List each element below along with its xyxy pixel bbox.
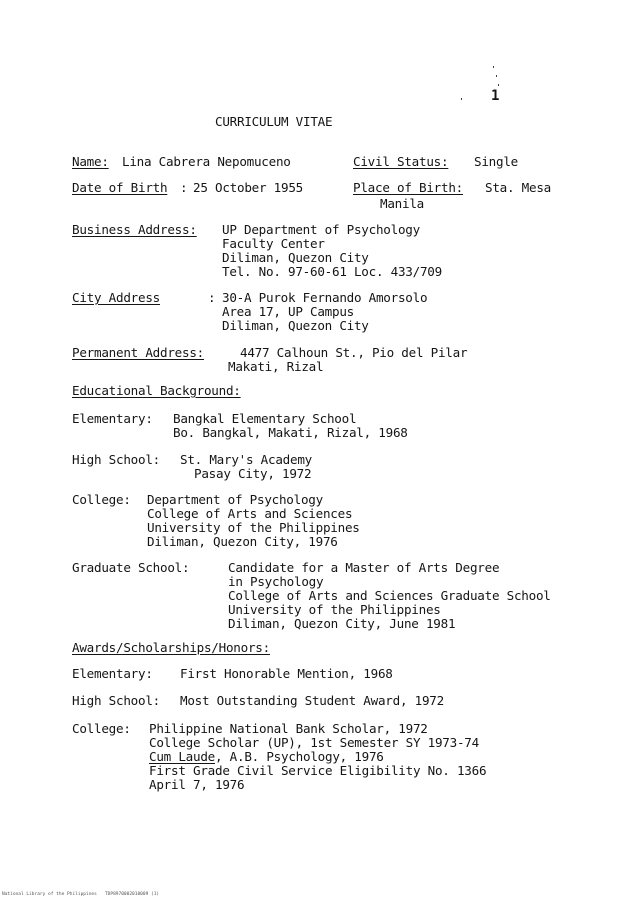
name-label: Name: xyxy=(72,154,109,169)
awards-college-line: First Grade Civil Service Eligibility No. 1366 xyxy=(149,763,487,778)
education-elementary-line: Bo. Bangkal, Makati, Rizal, 1968 xyxy=(173,425,408,440)
dob-value: 25 October 1955 xyxy=(193,180,303,195)
education-college-label: College: xyxy=(72,492,131,507)
awards-heading: Awards/Scholarships/Honors: xyxy=(72,640,270,655)
business-address-line: UP Department of Psychology xyxy=(222,222,420,237)
scan-speck xyxy=(461,98,462,100)
awards-college-line: April 7, 1976 xyxy=(149,777,245,792)
education-graduate-line: Candidate for a Master of Arts Degree xyxy=(228,560,500,575)
awards-elementary-value: First Honorable Mention, 1968 xyxy=(180,666,393,681)
education-elementary-line: Bangkal Elementary School xyxy=(173,411,357,426)
awards-college-line xyxy=(149,750,384,764)
dob-separator: : xyxy=(180,180,188,195)
education-college-line: University of the Philippines xyxy=(147,520,360,535)
city-address-line: Area 17, UP Campus xyxy=(222,304,354,319)
awards-college-line: College Scholar (UP), 1st Semester SY 1973-74 xyxy=(149,735,479,750)
city-address-label: City Address xyxy=(72,290,160,305)
civil-status-label: Civil Status: xyxy=(353,154,449,169)
education-graduate-label: Graduate School: xyxy=(72,560,190,575)
city-address-line: Diliman, Quezon City xyxy=(222,318,369,333)
cum-laude-text: Cum Laude xyxy=(149,749,215,764)
pob-value-line1: Sta. Mesa xyxy=(485,180,551,195)
civil-status-value: Single xyxy=(474,154,518,169)
page-number: 1 xyxy=(491,88,500,104)
cum-laude-rest: , A.B. Psychology, 1976 xyxy=(215,749,384,764)
business-address-line: Diliman, Quezon City xyxy=(222,250,369,265)
education-highschool-label: High School: xyxy=(72,452,160,467)
education-highschool-line: St. Mary's Academy xyxy=(180,452,312,467)
city-address-line: 30-A Purok Fernando Amorsolo xyxy=(222,290,428,305)
permanent-address-line: 4477 Calhoun St., Pio del Pilar xyxy=(240,345,468,360)
awards-elementary-label: Elementary: xyxy=(72,666,153,681)
education-graduate-line: in Psychology xyxy=(228,574,324,589)
awards-college-label: College: xyxy=(72,721,131,736)
archive-footer: National Library of the Philippines TDP8970002010009 (1) xyxy=(2,892,160,897)
document-title: CURRICULUM VITAE xyxy=(215,114,333,129)
awards-highschool-value: Most Outstanding Student Award, 1972 xyxy=(180,693,444,708)
permanent-address-line: Makati, Rizal xyxy=(228,359,324,374)
city-address-separator: : xyxy=(208,290,216,305)
pob-value-line2: Manila xyxy=(380,196,424,211)
education-college-line: Department of Psychology xyxy=(147,492,323,507)
education-heading: Educational Background: xyxy=(72,383,241,398)
dob-label: Date of Birth xyxy=(72,180,168,195)
business-address-line: Faculty Center xyxy=(222,236,325,251)
education-highschool-line: Pasay City, 1972 xyxy=(194,466,312,481)
business-address-label: Business Address: xyxy=(72,222,197,237)
name-value: Lina Cabrera Nepomuceno xyxy=(122,154,291,169)
education-college-line: College of Arts and Sciences xyxy=(147,506,353,521)
scan-speck xyxy=(498,84,499,86)
scan-speck xyxy=(493,66,494,68)
education-graduate-line: University of the Philippines xyxy=(228,602,441,617)
business-address-line: Tel. No. 97-60-61 Loc. 433/709 xyxy=(222,264,442,279)
pob-label: Place of Birth: xyxy=(353,180,463,195)
education-elementary-label: Elementary: xyxy=(72,411,153,426)
education-graduate-line: College of Arts and Sciences Graduate School xyxy=(228,588,551,603)
education-college-line: Diliman, Quezon City, 1976 xyxy=(147,534,338,549)
awards-highschool-label: High School: xyxy=(72,693,160,708)
education-graduate-line: Diliman, Quezon City, June 1981 xyxy=(228,616,456,631)
permanent-address-label: Permanent Address: xyxy=(72,345,204,360)
awards-college-line: Philippine National Bank Scholar, 1972 xyxy=(149,721,428,736)
scan-speck xyxy=(496,75,497,77)
